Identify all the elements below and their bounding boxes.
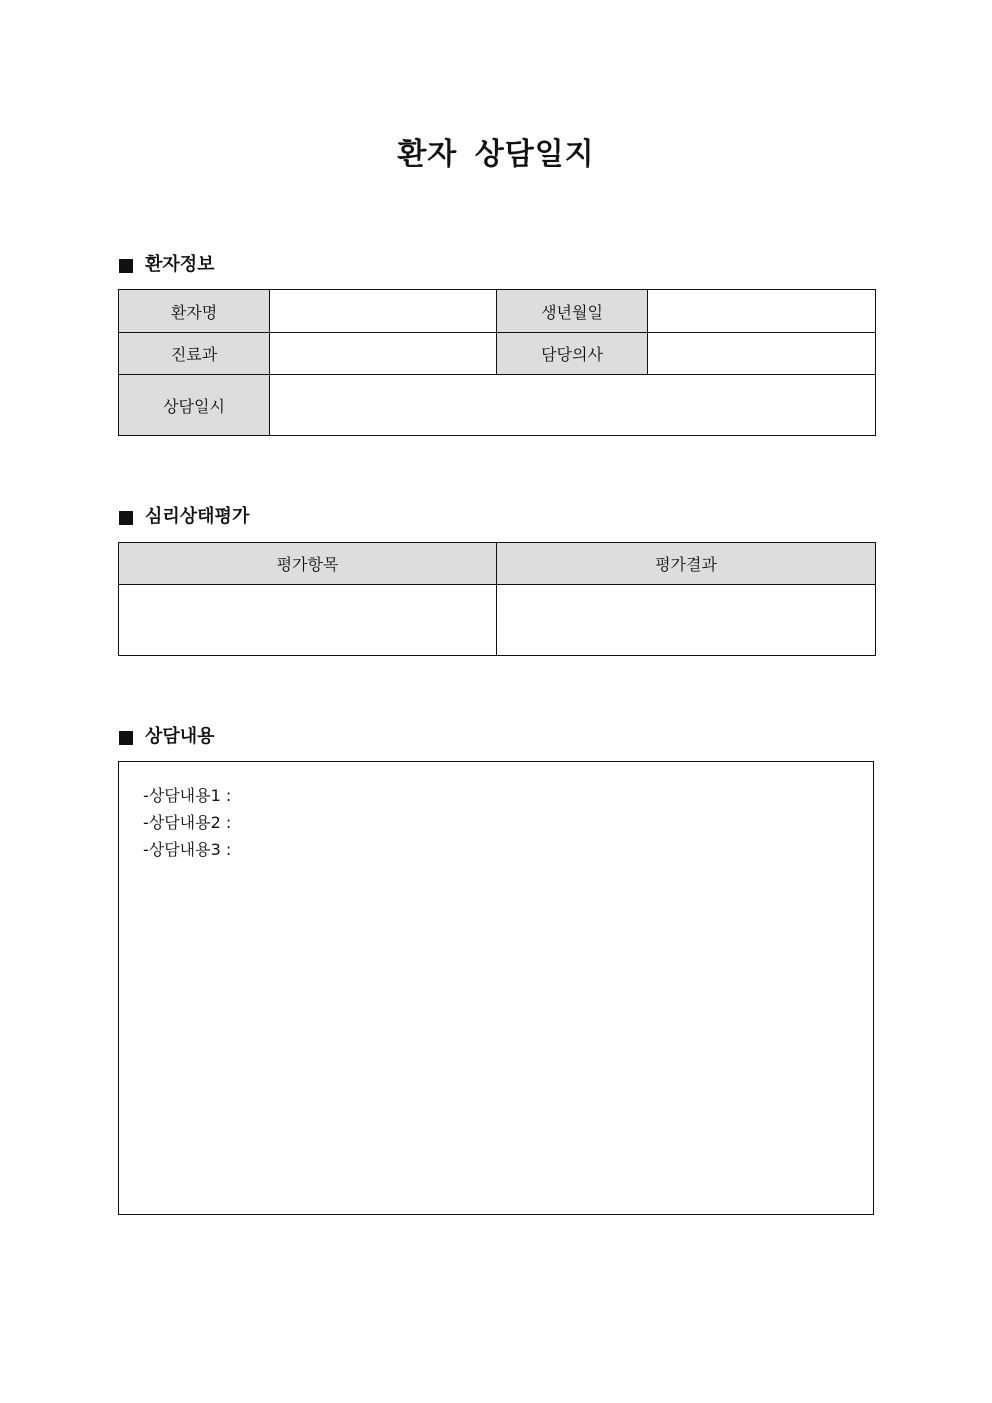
consult-datetime-field[interactable] <box>270 375 876 436</box>
consult-content-line-1: -상담내용1 : <box>143 786 232 805</box>
column-header-eval-item: 평가항목 <box>119 543 497 585</box>
section-heading-psych-eval <box>119 505 249 529</box>
consult-content-line-3: -상담내용3 : <box>143 840 232 859</box>
table-row <box>119 333 876 375</box>
patient-name-label: 환자명 <box>119 290 270 333</box>
psych-eval-table <box>118 542 876 656</box>
page-title: 환자 상담일지 <box>397 137 595 172</box>
section-heading-label: 환자정보 <box>145 254 215 275</box>
birth-date-field[interactable] <box>648 290 876 333</box>
birth-date-label: 생년월일 <box>497 290 648 333</box>
square-bullet-icon <box>119 511 133 525</box>
section-heading-patient-info <box>119 253 215 277</box>
consult-content-lines <box>143 782 231 863</box>
department-label: 진료과 <box>119 333 270 375</box>
department-field[interactable] <box>270 333 497 375</box>
square-bullet-icon <box>119 731 133 745</box>
consult-content-line-2: -상담내용2 : <box>143 813 232 832</box>
table-row <box>119 585 876 656</box>
doctor-label: 담당의사 <box>497 333 648 375</box>
column-header-eval-result: 평가결과 <box>497 543 876 585</box>
section-heading-consult-content <box>119 725 215 749</box>
section-heading-label: 심리상태평가 <box>145 506 250 527</box>
table-row <box>119 290 876 333</box>
consult-datetime-label: 상담일시 <box>119 375 270 436</box>
eval-item-field[interactable] <box>119 585 497 656</box>
consult-content-box[interactable] <box>118 761 874 1215</box>
table-row <box>119 375 876 436</box>
table-header-row <box>119 543 876 585</box>
section-heading-label: 상담내용 <box>145 726 215 747</box>
patient-info-table <box>118 289 876 436</box>
doctor-field[interactable] <box>648 333 876 375</box>
eval-result-field[interactable] <box>497 585 876 656</box>
square-bullet-icon <box>119 259 133 273</box>
patient-name-field[interactable] <box>270 290 497 333</box>
